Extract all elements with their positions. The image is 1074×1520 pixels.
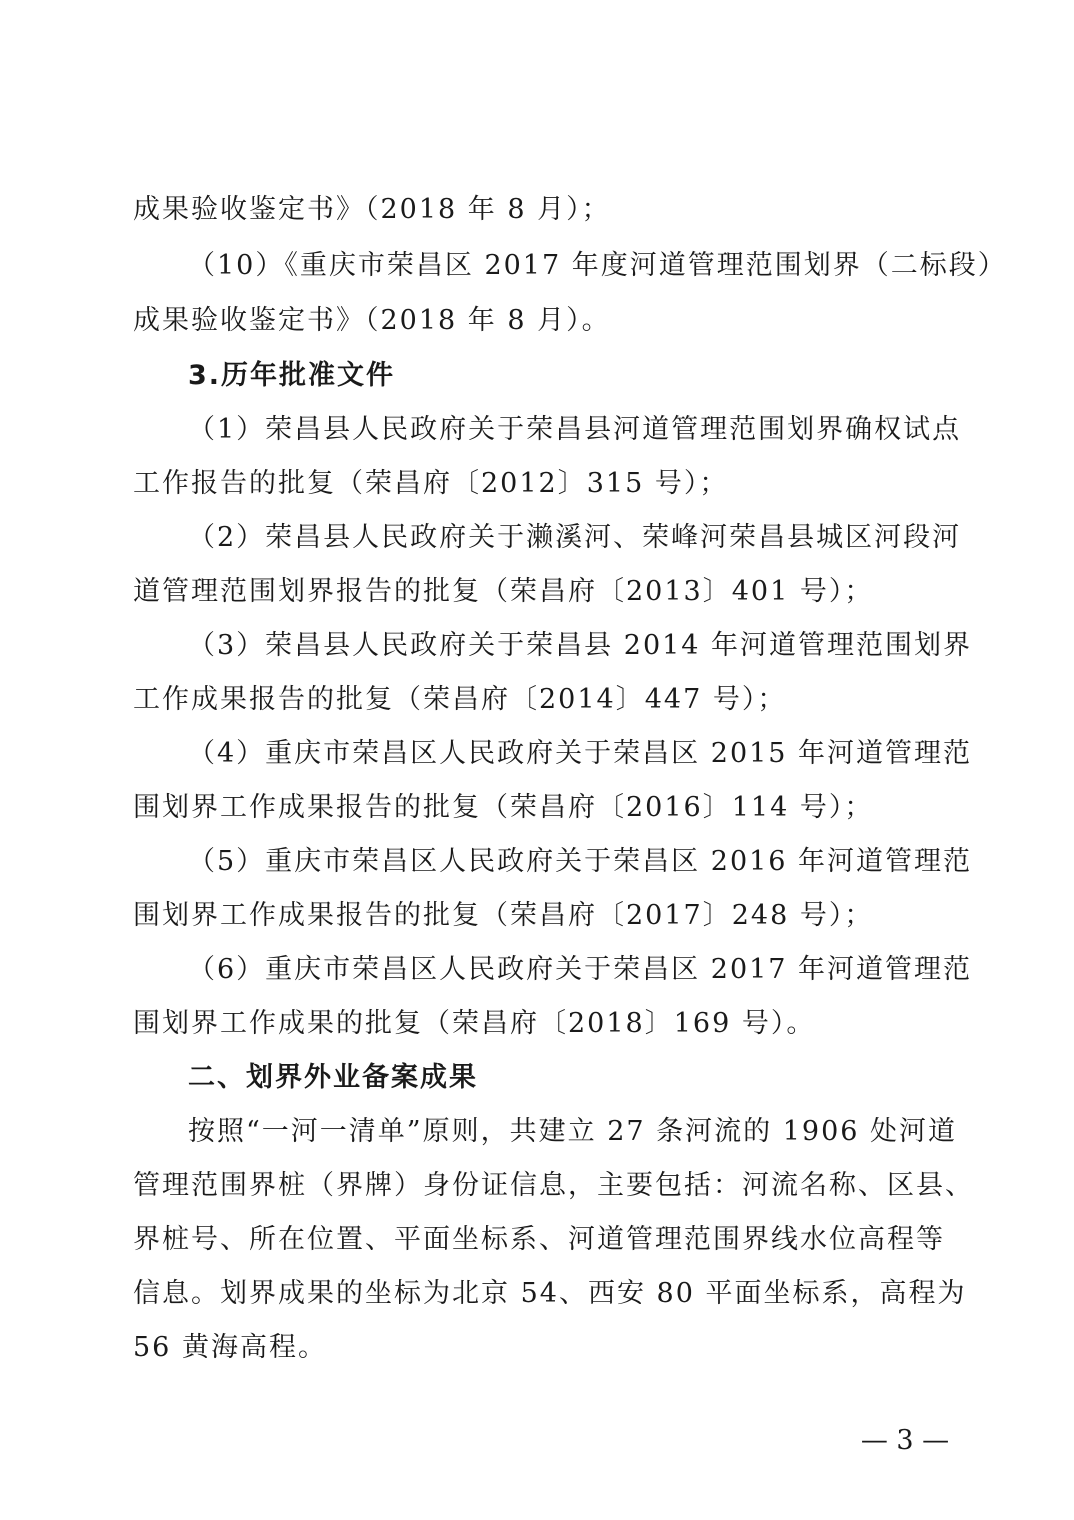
text-line: （1）荣昌县人民政府关于荣昌县河道管理范围划界确权试点 — [188, 414, 962, 445]
text-line: 成果验收鉴定书》（2018 年 8 月）。 — [133, 305, 611, 336]
text-line: （10）《重庆市荣昌区 2017 年度河道管理范围划界（二标段） — [188, 250, 1007, 281]
text-line: 道管理范围划界报告的批复（荣昌府〔2013〕401 号）； — [133, 576, 874, 607]
text-line: 工作报告的批复（荣昌府〔2012〕315 号）； — [133, 468, 729, 499]
text-line: （5）重庆市荣昌区人民政府关于荣昌区 2016 年河道管理范 — [188, 846, 973, 877]
text-line: 工作成果报告的批复（荣昌府〔2014〕447 号）； — [133, 684, 787, 715]
text-line: （6）重庆市荣昌区人民政府关于荣昌区 2017 年河道管理范 — [188, 954, 973, 985]
text-line: 围划界工作成果报告的批复（荣昌府〔2017〕248 号）； — [133, 900, 874, 931]
text-line: 成果验收鉴定书》（2018 年 8 月）； — [133, 194, 611, 225]
text-line: 管理范围界桩（界牌）身份证信息，主要包括：河流名称、区县、 — [133, 1170, 974, 1201]
text-line: 56 黄海高程。 — [133, 1332, 327, 1363]
section-heading: 3.历年批准文件 — [188, 360, 396, 391]
text-line: 信息。划界成果的坐标为北京 54、西安 80 平面坐标系，高程为 — [133, 1278, 967, 1309]
text-line: （2）荣昌县人民政府关于濑溪河、荣峰河荣昌县城区河段河 — [188, 522, 962, 553]
text-line: 按照“一河一清单”原则，共建立 27 条河流的 1906 处河道 — [188, 1116, 958, 1147]
text-line: 围划界工作成果的批复（荣昌府〔2018〕169 号）。 — [133, 1008, 816, 1039]
text-line: （3）荣昌县人民政府关于荣昌县 2014 年河道管理范围划界 — [188, 630, 973, 661]
text-line: 界桩号、所在位置、平面坐标系、河道管理范围界线水位高程等 — [133, 1224, 945, 1255]
text-line: （4）重庆市荣昌区人民政府关于荣昌区 2015 年河道管理范 — [188, 738, 973, 769]
page-number: — 3 — — [860, 1425, 950, 1456]
section-heading: 二、划界外业备案成果 — [188, 1062, 478, 1093]
text-line: 围划界工作成果报告的批复（荣昌府〔2016〕114 号）； — [133, 792, 874, 823]
